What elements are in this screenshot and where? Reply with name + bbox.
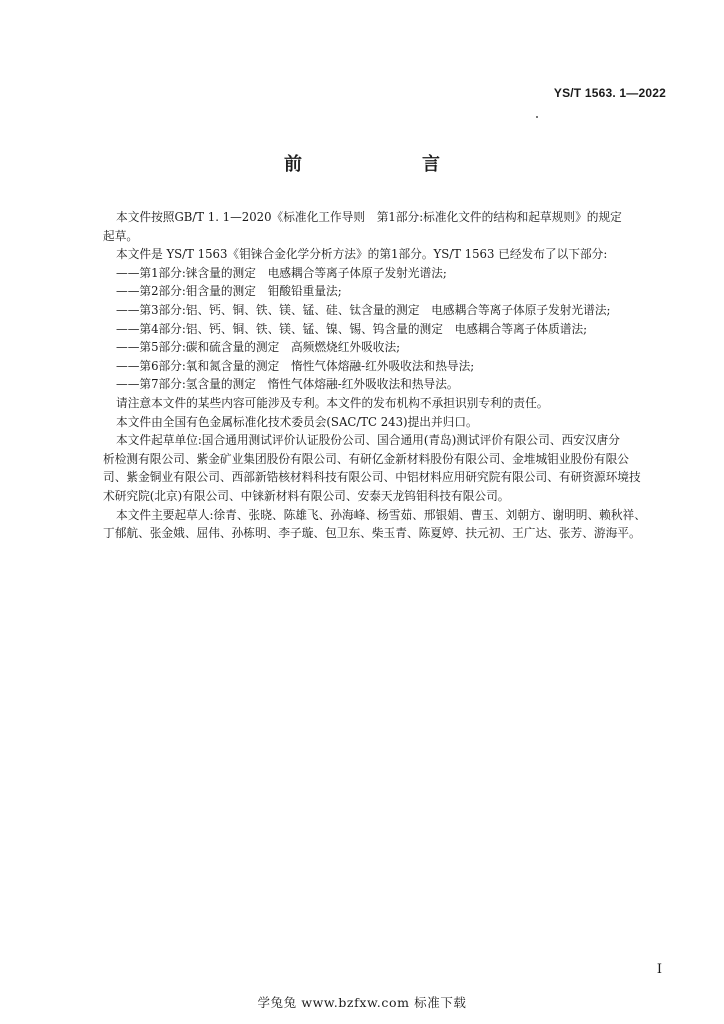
paragraph-part-of-series: 本文件是 YS/T 1563《钼铼合金化学分析方法》的第1部分。YS/T 1563 已经发布了以下部分: [116, 247, 608, 262]
paragraph-patent-notice: 请注意本文件的某些内容可能涉及专利。本文件的发布机构不承担识别专利的责任。 [116, 395, 549, 410]
list-item-part-6: ——第6部分:氧和氮含量的测定 惰性气体熔融-红外吸收法和热导法; [116, 358, 475, 373]
paragraph-drafting-rules-line1: 本文件按照GB/T 1. 1—2020《标准化工作导则 第1部分:标准化文件的结构和起草规则》的规定 [116, 210, 622, 224]
footer-watermark: 学兔兔 www.bzfxw.com 标准下载 [257, 995, 467, 1010]
list-item-part-4: ——第4部分:铝、钙、铜、铁、镁、锰、镍、锡、钨含量的测定 电感耦合等离子体质谱法; [116, 321, 588, 336]
page-title: 前 言 [284, 154, 468, 175]
standard-code: YS/T 1563. 1—2022 [553, 86, 666, 100]
paragraph-drafting-units-line1: 本文件起草单位:国合通用测试评价认证股份公司、国合通用(青岛)测试评价有限公司、西安汉唐分 [116, 433, 620, 448]
list-item-part-5: ——第5部分:碳和硫含量的测定 高频燃烧红外吸收法; [116, 340, 401, 355]
paragraph-drafting-rules-line2: 起草。 [103, 228, 139, 243]
list-item-part-3: ——第3部分:铝、钙、铜、铁、镁、锰、硅、钛含量的测定 电感耦合等离子体原子发射光谱法; [116, 302, 611, 317]
paragraph-drafting-units-line3: 司、紫金铜业有限公司、西部新锆核材料科技有限公司、中铝材料应用研究院有限公司、有研资源环境技 [103, 470, 641, 485]
paragraph-drafters-line1: 本文件主要起草人:徐青、张晓、陈雄飞、孙海峰、杨雪茹、邢银娟、曹玉、刘朝方、谢明明、赖秋祥、 [116, 507, 646, 522]
list-item-part-1: ——第1部分:铼含量的测定 电感耦合等离子体原子发射光谱法; [116, 265, 447, 280]
list-item-part-7: ——第7部分:氢含量的测定 惰性气体熔融-红外吸收法和热导法。 [116, 377, 459, 392]
list-item-part-2: ——第2部分:钼含量的测定 钼酸铅重量法; [116, 284, 342, 299]
scan-speck [536, 116, 538, 118]
preface-body [103, 208, 668, 543]
paragraph-proposer: 本文件由全国有色金属标准化技术委员会(SAC/TC 243)提出并归口。 [116, 414, 478, 429]
paragraph-drafting-units-line4: 术研究院(北京)有限公司、中铼新材料有限公司、安泰天龙钨钼科技有限公司。 [103, 488, 510, 503]
paragraph-drafting-units-line2: 析检测有限公司、紫金矿业集团股份有限公司、有研亿金新材料股份有限公司、金堆城钼业股份有限公 [103, 451, 629, 466]
page-number: I [656, 962, 662, 977]
paragraph-drafters-line2: 丁郁航、张金娥、屈伟、孙栋明、李子璇、包卫东、柴玉青、陈夏婷、扶元初、王广达、张芳、游海平。 [103, 526, 641, 541]
